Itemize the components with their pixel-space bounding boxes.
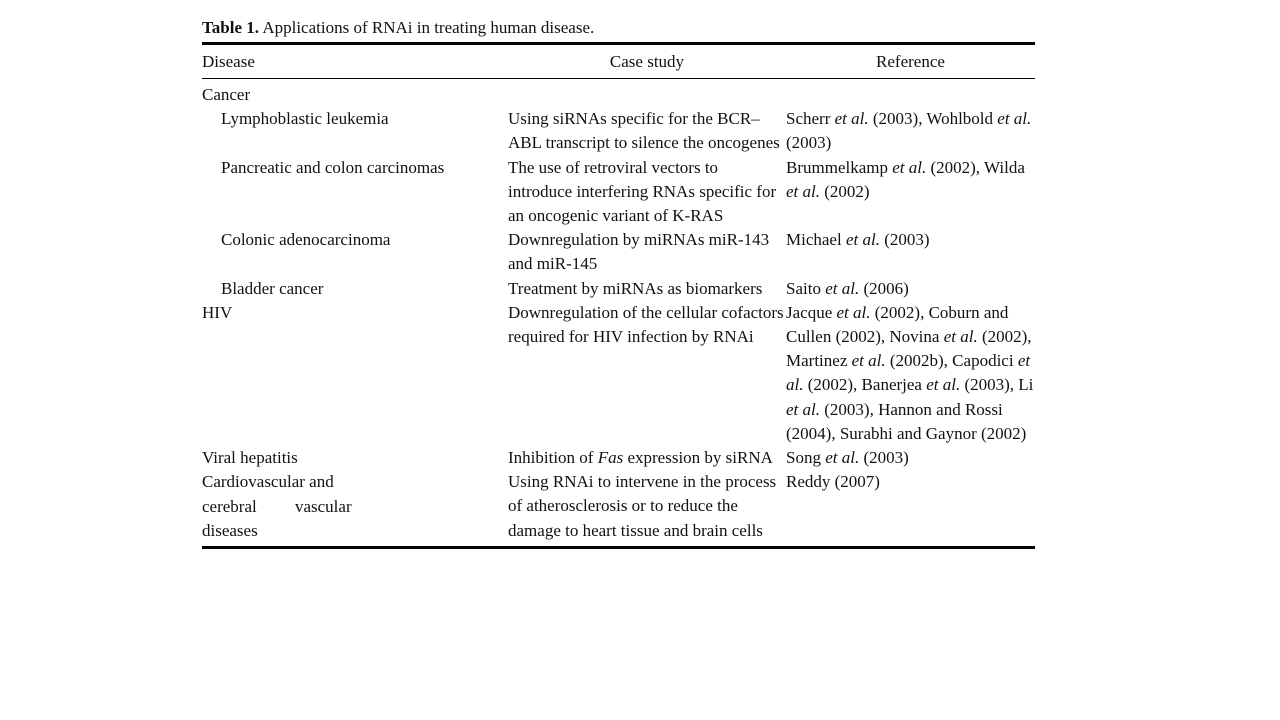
table-row xyxy=(202,228,1035,276)
case-cell: Treatment by miRNAs as biomarkers xyxy=(508,278,763,298)
header-disease: Disease xyxy=(202,51,255,71)
case-cell: Using RNAi to intervene in the process of atherosclerosis or to reduce the damage to heart tissue and brain cells xyxy=(508,472,777,540)
reference-cell: Song et al. (2003) xyxy=(786,448,909,468)
caption-text: Applications of RNAi in treating human disease. xyxy=(262,18,595,37)
table-row xyxy=(202,156,1035,229)
case-cell: The use of retroviral vectors to introduce interfering RNAs specific for an oncogenic variant of K-RAS xyxy=(508,157,777,226)
caption-label: Table 1. xyxy=(202,18,260,37)
table-1 xyxy=(202,16,1035,549)
reference-cell: Saito et al. (2006) xyxy=(786,278,909,298)
table-row xyxy=(202,277,1035,301)
header-case-study: Case study xyxy=(609,51,685,71)
case-cell: Using siRNAs specific for the BCR–ABL transcript to silence the oncogenes xyxy=(508,109,780,153)
data-table xyxy=(202,45,1035,78)
table-row xyxy=(202,301,1035,446)
reference-cell: Reddy (2007) xyxy=(786,472,880,492)
table-caption xyxy=(202,16,1035,42)
disease-cell: Bladder cancer xyxy=(221,278,324,298)
case-cell: Inhibition of Fas expression by siRNA xyxy=(508,448,773,468)
disease-cell: Lymphoblastic leukemia xyxy=(221,109,389,129)
disease-cell: Colonic adenocarcinoma xyxy=(221,230,391,250)
header-rule xyxy=(202,78,1035,79)
header-reference: Reference xyxy=(876,51,945,71)
reference-cell: Scherr et al. (2003), Wohlbold et al. (2003) xyxy=(786,109,1032,153)
disease-cell: Pancreatic and colon carcinomas xyxy=(221,157,445,177)
table-row xyxy=(202,107,1035,155)
bottom-rule xyxy=(202,546,1035,549)
group-label-cancer: Cancer xyxy=(202,85,251,104)
disease-cell: Viral hepatitis xyxy=(202,448,298,468)
disease-cell: HIV xyxy=(202,302,233,322)
table-row xyxy=(202,470,1035,544)
data-table-body xyxy=(202,83,1035,544)
group-row-cancer xyxy=(202,83,1035,107)
reference-cell: Brummelkamp et al. (2002), Wilda et al. (2002) xyxy=(786,157,1025,201)
reference-cell: Jacque et al. (2002), Coburn and Cullen (2002), Novina et al. (2002), Martinez et al. (2002b), Capodici et al. (2002), Banerjea et al. (2003), Li et al. (2003), Hannon and Rossi (2004), Surabhi and Gaynor (2002) xyxy=(786,302,1034,443)
table-row xyxy=(202,446,1035,470)
case-cell: Downregulation of the cellular cofactors required for HIV infection by RNAi xyxy=(508,302,784,347)
header-row xyxy=(202,45,1035,78)
case-cell: Downregulation by miRNAs miR-143 and miR-145 xyxy=(508,230,770,274)
reference-cell: Michael et al. (2003) xyxy=(786,230,930,250)
disease-cell: Cardiovascular and cerebral vascular diseases xyxy=(202,472,352,541)
